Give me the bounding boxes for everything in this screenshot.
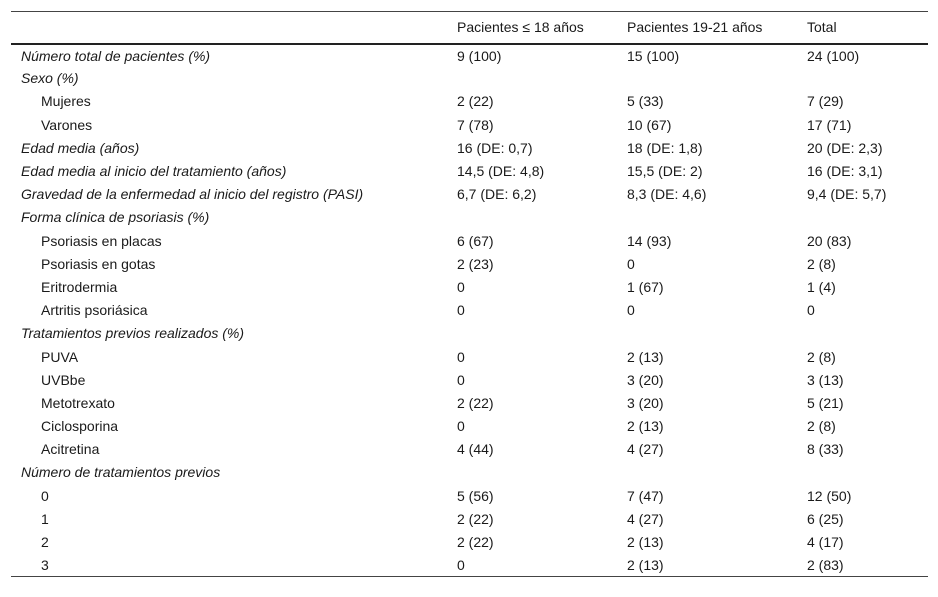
section-label: Número de tratamientos previos (21, 464, 221, 481)
cell-total: 7 (29) (807, 93, 844, 110)
cell-pacientes-18: 2 (22) (457, 93, 494, 110)
row-label: Varones (41, 116, 93, 133)
cell-pacientes-18: 0 (457, 348, 465, 365)
cell-pacientes-19-21: 15,5 (DE: 2) (627, 163, 703, 180)
table-row (11, 461, 928, 484)
table-row (11, 507, 928, 530)
cell-pacientes-18: 0 (457, 418, 465, 435)
table-row (11, 415, 928, 438)
cell-total: 5 (21) (807, 394, 844, 411)
cell-total: 2 (83) (807, 556, 844, 573)
cell-pacientes-19-21: 0 (627, 302, 635, 319)
cell-pacientes-19-21: 15 (100) (627, 47, 680, 64)
table-row (11, 229, 928, 252)
header-total: Total (807, 19, 837, 36)
cell-pacientes-18: 9 (100) (457, 47, 502, 64)
row-label: Acitretina (41, 441, 100, 458)
cell-pacientes-19-21: 10 (67) (627, 116, 672, 133)
table-body (11, 44, 928, 577)
row-label: PUVA (41, 348, 79, 365)
cell-pacientes-18: 0 (457, 302, 465, 319)
cell-pacientes-18: 4 (44) (457, 441, 494, 458)
section-label: Forma clínica de psoriasis (%) (21, 209, 210, 226)
cell-pacientes-19-21: 5 (33) (627, 93, 664, 110)
cell-pacientes-18: 14,5 (DE: 4,8) (457, 163, 545, 180)
cell-total: 1 (4) (807, 278, 836, 295)
cell-total (797, 206, 928, 229)
row-label: Psoriasis en gotas (41, 255, 156, 272)
cell-pacientes-19-21: 4 (27) (627, 441, 664, 458)
row-label: Eritrodermia (41, 278, 118, 295)
row-label: Psoriasis en placas (41, 232, 162, 249)
cell-pacientes-18: 2 (22) (457, 510, 494, 527)
table-row (11, 183, 928, 206)
table-row (11, 67, 928, 90)
cell-pacientes-18: 6,7 (DE: 6,2) (457, 186, 537, 203)
row-label: Número total de pacientes (%) (21, 47, 211, 64)
header-row (11, 12, 928, 44)
cell-pacientes-19-21: 0 (627, 255, 635, 272)
table-row (11, 530, 928, 553)
cell-pacientes-19-21: 8,3 (DE: 4,6) (627, 186, 707, 203)
cell-total: 17 (71) (807, 116, 852, 133)
cell-pacientes-18: 6 (67) (457, 232, 494, 249)
cell-pacientes-19-21: 4 (27) (627, 510, 664, 527)
table-row (11, 206, 928, 229)
table-row (11, 90, 928, 113)
cell-pacientes-19-21: 1 (67) (627, 278, 664, 295)
cell-total: 2 (8) (807, 348, 836, 365)
table-row (11, 345, 928, 368)
table-row (11, 554, 928, 577)
cell-pacientes-18: 2 (22) (457, 394, 494, 411)
cell-pacientes-18: 0 (457, 556, 465, 573)
row-label: Mujeres (41, 93, 91, 110)
cell-pacientes-19-21: 2 (13) (627, 348, 664, 365)
cell-pacientes-18: 5 (56) (457, 487, 494, 504)
header-pacientes-18: Pacientes ≤ 18 años (457, 19, 584, 36)
cell-total (797, 461, 928, 484)
patient-characteristics-table (11, 11, 928, 577)
row-label: 0 (41, 487, 49, 504)
cell-pacientes-19-21: 2 (13) (627, 556, 664, 573)
table-row (11, 252, 928, 275)
cell-total: 12 (50) (807, 487, 852, 504)
table-header (11, 12, 928, 44)
table-row (11, 368, 928, 391)
cell-total (797, 67, 928, 90)
cell-total: 16 (DE: 3,1) (807, 163, 883, 180)
cell-pacientes-19-21: 7 (47) (627, 487, 664, 504)
table-row (11, 391, 928, 414)
row-label: 2 (41, 534, 49, 551)
cell-pacientes-19-21: 14 (93) (627, 232, 672, 249)
table-row (11, 275, 928, 298)
row-label: Gravedad de la enfermedad al inicio del registro (PASI) (21, 186, 364, 203)
table-row (11, 113, 928, 136)
table-row (11, 299, 928, 322)
cell-total (797, 322, 928, 345)
cell-pacientes-18: 0 (457, 278, 465, 295)
cell-pacientes-18 (447, 206, 617, 229)
cell-total: 9,4 (DE: 5,7) (807, 186, 887, 203)
cell-total: 0 (807, 302, 815, 319)
cell-pacientes-19-21 (617, 67, 797, 90)
cell-pacientes-18 (447, 322, 617, 345)
header-pacientes-19-21: Pacientes 19-21 años (627, 19, 763, 36)
table-row (11, 44, 928, 67)
cell-pacientes-18: 2 (23) (457, 255, 494, 272)
row-label: 1 (41, 510, 49, 527)
cell-total: 20 (DE: 2,3) (807, 139, 883, 156)
cell-pacientes-19-21: 3 (20) (627, 394, 664, 411)
row-label: UVBbe (41, 371, 86, 388)
header-empty-cell (11, 12, 447, 44)
row-label: Artritis psoriásica (41, 302, 148, 319)
cell-pacientes-18: 2 (22) (457, 534, 494, 551)
cell-total: 8 (33) (807, 441, 844, 458)
cell-pacientes-18: 16 (DE: 0,7) (457, 139, 533, 156)
row-label: Ciclosporina (41, 418, 119, 435)
row-label: Edad media al inicio del tratamiento (años) (21, 163, 287, 180)
section-label: Tratamientos previos realizados (%) (21, 325, 245, 342)
cell-total: 3 (13) (807, 371, 844, 388)
row-label: 3 (41, 556, 49, 573)
table-row (11, 136, 928, 159)
cell-total: 6 (25) (807, 510, 844, 527)
cell-pacientes-18: 0 (457, 371, 465, 388)
cell-pacientes-19-21: 18 (DE: 1,8) (627, 139, 703, 156)
cell-total: 24 (100) (807, 47, 860, 64)
table-row (11, 159, 928, 182)
cell-pacientes-18 (447, 67, 617, 90)
table-row (11, 438, 928, 461)
cell-total: 20 (83) (807, 232, 852, 249)
section-label: Sexo (%) (21, 70, 79, 87)
cell-pacientes-19-21: 2 (13) (627, 418, 664, 435)
table-container (11, 11, 928, 577)
cell-pacientes-19-21: 3 (20) (627, 371, 664, 388)
cell-pacientes-19-21 (617, 206, 797, 229)
cell-total: 4 (17) (807, 534, 844, 551)
cell-pacientes-19-21 (617, 322, 797, 345)
cell-pacientes-19-21 (617, 461, 797, 484)
cell-total: 2 (8) (807, 418, 836, 435)
cell-pacientes-18 (447, 461, 617, 484)
table-row (11, 322, 928, 345)
row-label: Edad media (años) (21, 139, 140, 156)
cell-pacientes-18: 7 (78) (457, 116, 494, 133)
cell-total: 2 (8) (807, 255, 836, 272)
row-label: Metotrexato (41, 394, 115, 411)
cell-pacientes-19-21: 2 (13) (627, 534, 664, 551)
table-row (11, 484, 928, 507)
